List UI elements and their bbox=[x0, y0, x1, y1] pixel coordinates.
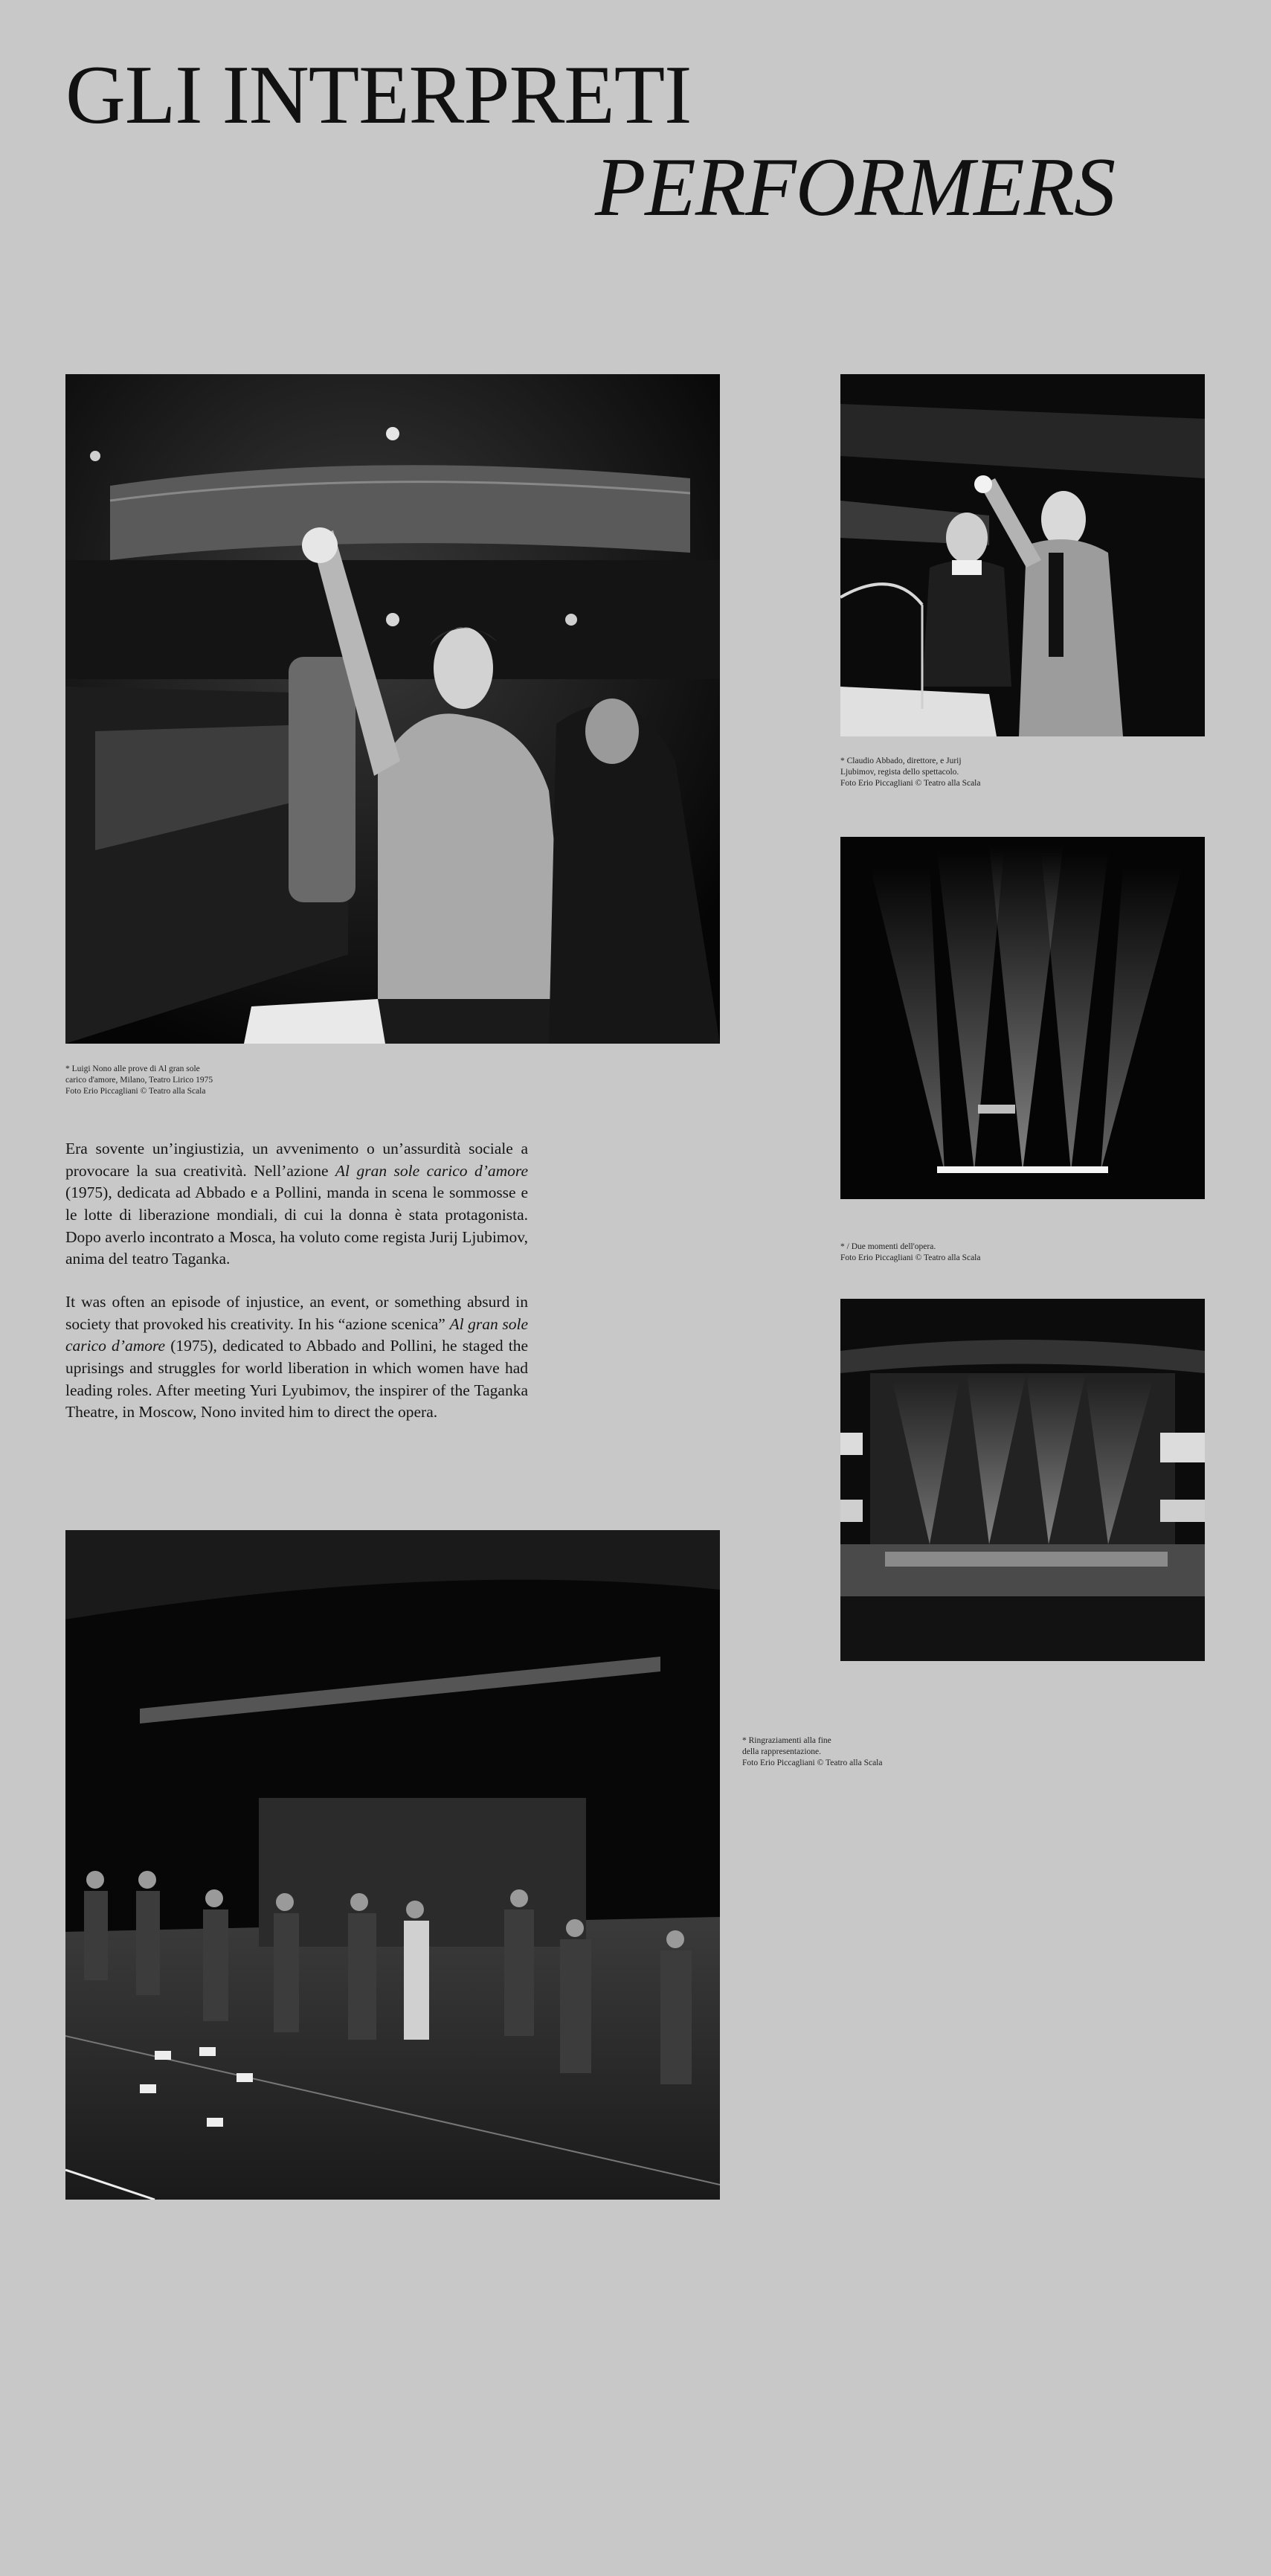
photo-stage-lights bbox=[840, 837, 1205, 1199]
caption-line: Foto Erio Piccagliani © Teatro alla Scala bbox=[742, 1758, 883, 1767]
caption-line: * Ringraziamenti alla fine bbox=[742, 1736, 831, 1745]
paragraph-italian bbox=[65, 1138, 528, 1271]
caption-stage-moments bbox=[840, 1242, 1078, 1264]
photo-curtain-call-image bbox=[65, 1530, 720, 2200]
page-title-italian: GLI INTERPRETI bbox=[65, 49, 692, 141]
photo-abbado-ljubimov-image bbox=[840, 374, 1205, 736]
caption-curtain-call bbox=[742, 1735, 980, 1769]
photo-curtain-call bbox=[65, 1530, 720, 2200]
opera-title-english: Al gran sole carico d’amore bbox=[65, 1314, 528, 1355]
caption-line: carico d'amore, Milano, Teatro Lirico 1975 bbox=[65, 1075, 213, 1085]
paragraph-english bbox=[65, 1291, 528, 1424]
photo-luigi-nono-image bbox=[65, 374, 720, 1044]
paragraph-english-part-1: It was often an episode of injustice, an event, or something absurd in society that provoked his creativity. In his “azione scenica” bbox=[65, 1292, 528, 1333]
photo-stage-lights-image bbox=[840, 837, 1205, 1199]
body-text bbox=[65, 1138, 528, 1445]
caption-abbado-ljubimov bbox=[840, 756, 1078, 789]
paragraph-english-part-2: (1975), dedicated to Abbado and Pollini, he staged the uprisings and struggles for world liberation in which women have had leading roles. After meeting Yuri Lyubimov, the inspirer of the Taganka Theatre, in Moscow, Nono invited him to direct the opera. bbox=[65, 1337, 528, 1422]
caption-line: Foto Erio Piccagliani © Teatro alla Scala bbox=[840, 778, 981, 788]
photo-luigi-nono bbox=[65, 374, 720, 1044]
page-title-english: PERFORMERS bbox=[595, 141, 1116, 234]
caption-line: * / Due momenti dell'opera. bbox=[840, 1242, 936, 1251]
caption-line: Ljubimov, regista dello spettacolo. bbox=[840, 767, 959, 777]
photo-theatre-orchestra-image bbox=[840, 1299, 1205, 1661]
caption-line: * Claudio Abbado, direttore, e Jurij bbox=[840, 757, 962, 765]
photo-theatre-orchestra bbox=[840, 1299, 1205, 1661]
opera-title-italian: Al gran sole carico d’amore bbox=[335, 1161, 528, 1180]
caption-luigi-nono bbox=[65, 1064, 303, 1097]
paragraph-italian-part-1: Era sovente un’ingiustizia, un avvenimento o un’assurdità sociale a provocare la sua creatività. Nell’azione bbox=[65, 1140, 528, 1180]
caption-line: * Luigi Nono alle prove di Al gran sole bbox=[65, 1064, 200, 1073]
caption-line: della rappresentazione. bbox=[742, 1747, 821, 1756]
paragraph-italian-part-2: (1975), dedicata ad Abbado e a Pollini, manda in scena le sommosse e le lotte di liberazione mondiali, di cui la donna è stata protagonista. Dopo averlo incontrato a Mosca, ha voluto come regista Jurij Ljubimov, anima del teatro Taganka. bbox=[65, 1183, 528, 1268]
caption-line: Foto Erio Piccagliani © Teatro alla Scala bbox=[65, 1086, 206, 1096]
photo-abbado-ljubimov bbox=[840, 374, 1205, 736]
caption-line: Foto Erio Piccagliani © Teatro alla Scala bbox=[840, 1253, 981, 1262]
